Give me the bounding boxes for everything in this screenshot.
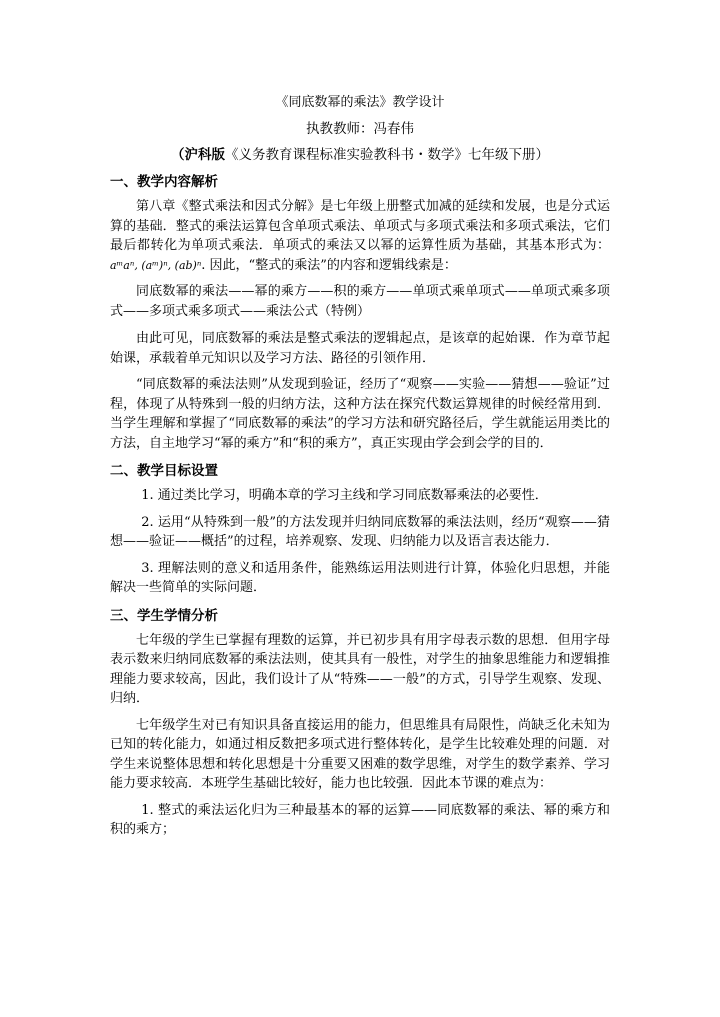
document-body xyxy=(110,93,610,847)
objective-item: 2. 运用“从特殊到一般”的方法发现并归纳同底数幂的乘法法则，经历“观察——猜想——验证——概括”的过程，培养观察、发现、归纳能力以及语言表达能力． xyxy=(110,514,610,549)
author-line: 执教教师：冯春伟 xyxy=(306,121,414,137)
difficulty-item: 1. 整式的乘法运化归为三种最基本的幂的运算——同底数幂的乘法、幂的乘方和积的乘方； xyxy=(110,802,610,837)
section-heading-objectives: 二、教学目标设置 xyxy=(110,463,218,479)
paragraph-logic-chain: 同底数幂的乘法——幂的乘方——积的乘方——单项式乘单项式——单项式乘多项式——多项式乘多项式——乘法公式（特例） xyxy=(110,284,610,319)
section-heading-content-analysis: 一、教学内容解析 xyxy=(110,174,218,190)
edition-book: 《义务教育课程标准实验教科书・数学》七年级下册） xyxy=(225,147,549,163)
edition-publisher: （沪科版 xyxy=(171,147,225,163)
paragraph-rule-discovery: “同底数幂的乘法法则”从发现到验证，经历了“观察——实验——猜想——验证”过程，体现了从特殊到一般的归纳方法，这种方法在探究代数运算规律的时候经常用到．当学生理解和掌握了“同底数幂的乘法”的学习方法和研究路径后，学生就能运用类比的方法，自主地学习“幂的乘方”和“积的乘方”，真正实现由学会到会学的目的． xyxy=(110,377,610,451)
document-title: 《同底数幂的乘法》教学设计 xyxy=(275,95,445,110)
edition-line xyxy=(110,145,610,165)
paragraph-text: . 因此，“整式的乘法”的内容和逻辑线索是： xyxy=(201,257,457,273)
section-heading-student-analysis: 三、学生学情分析 xyxy=(110,607,218,624)
paragraph-chapter-overview xyxy=(110,197,610,275)
paragraph-student-ability: 七年级学生对已有知识具备直接运用的能力，但思维具有局限性，尚缺乏化未知为已知的转化能力，如通过相反数把多项式进行整体转化，是学生比较难处理的问题．对学生来说整体思想和转化思想是十分重要又困难的数学思维，对学生的数学素养、学习能力要求较高．本班学生基础比较好，能力也比较强．因此本节课的难点为： xyxy=(110,717,610,791)
paragraph-text: 第八章《整式乘法和因式分解》是七年级上册整式加减的延续和发展，也是分式运算的基础．整式的乘法运算包含单项式乘法、单项式与多项式乘法和多项式乘法，它们最后都转化为单项式乘法．单项式的乘法又以幂的运算性质为基础，其基本形式为： xyxy=(110,199,610,253)
objective-item: 3. 理解法则的意义和适用条件，能熟练运用法则进行计算，体验化归思想，并能解决一些简单的实际问题． xyxy=(110,560,610,595)
power-formula: aᵐaⁿ, (aᵐ)ⁿ, (ab)ⁿ xyxy=(110,258,202,272)
paragraph-student-background: 七年级的学生已掌握有理数的运算，并已初步具有用字母表示数的思想．但用字母表示数来归纳同底数幂的乘法法则，使其具有一般性，对学生的抽象思维能力和逻辑推理能力要求较高，因此，我们设计了从“特殊——一般”的方式，引导学生观察、发现、归纳． xyxy=(110,632,610,706)
paragraph-starting-lesson: 由此可见，同底数幂的乘法是整式乘法的逻辑起点，是该章的起始课．作为章节起始课，承载着单元知识以及学习方法、路径的引领作用． xyxy=(110,331,610,366)
objective-item: 1. 通过类比学习，明确本章的学习主线和学习同底数幂乘法的必要性． xyxy=(141,488,548,503)
